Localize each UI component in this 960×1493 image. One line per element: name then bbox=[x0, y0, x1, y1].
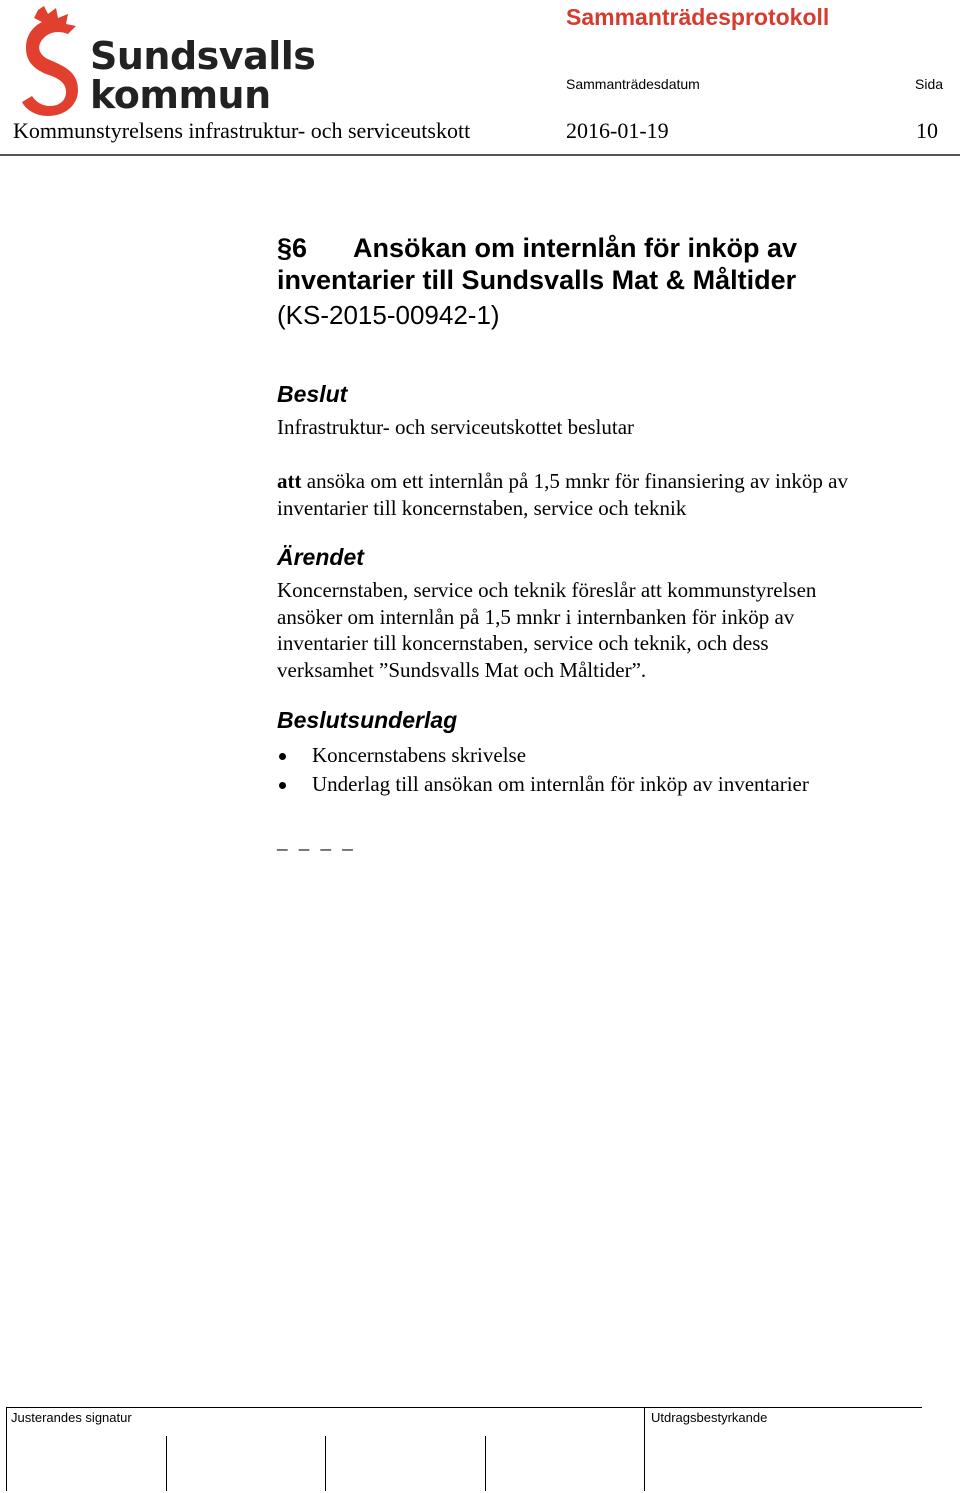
att-text-line-2: inventarier till koncernstaben, service och teknik bbox=[277, 495, 687, 520]
arendet-text bbox=[277, 577, 917, 683]
signature-divider-2 bbox=[325, 1436, 326, 1491]
beslutsunderlag-list bbox=[277, 741, 809, 799]
bullet-icon bbox=[279, 753, 286, 760]
signature-divider-1 bbox=[166, 1436, 167, 1491]
beslutsunderlag-heading: Beslutsunderlag bbox=[277, 707, 458, 733]
title-line-1: Ansökan om internlån för inköp av bbox=[353, 233, 798, 263]
extract-box-left-border bbox=[644, 1407, 645, 1491]
list-item bbox=[277, 741, 809, 770]
arendet-line-3: inventarier till koncernstaben, service och teknik, och dess bbox=[277, 631, 769, 655]
header-divider bbox=[0, 154, 960, 156]
committee-name: Kommunstyrelsens infrastruktur- och serviceutskott bbox=[13, 118, 471, 143]
logo-text-kommun: kommun bbox=[90, 73, 271, 117]
list-item-text: Koncernstabens skrivelse bbox=[312, 743, 527, 767]
meeting-date: 2016-01-19 bbox=[566, 118, 669, 143]
arendet-line-4: verksamhet ”Sundsvalls Mat och Måltider”. bbox=[277, 657, 647, 682]
arendet-line-1: Koncernstaben, service och teknik föreslår att kommunstyrelsen bbox=[277, 578, 817, 602]
beslut-intro: Infrastruktur- och serviceutskottet beslutar bbox=[277, 415, 635, 439]
dragon-emblem-icon bbox=[18, 4, 84, 119]
section-separator: _ _ _ _ bbox=[277, 829, 356, 853]
title-line-2: inventarier till Sundsvalls Mat & Måltider bbox=[277, 265, 797, 295]
beslut-heading: Beslut bbox=[277, 381, 348, 407]
beslut-att-clause bbox=[277, 468, 917, 521]
list-item bbox=[277, 770, 809, 799]
signature-divider-3 bbox=[485, 1436, 486, 1491]
footer-divider bbox=[6, 1407, 922, 1408]
att-keyword: att bbox=[277, 469, 302, 493]
bullet-icon bbox=[279, 782, 286, 789]
arendet-line-2: ansöker om internlån på 1,5 mnkr i internbanken för inköp av bbox=[277, 604, 795, 629]
list-item-text: Underlag till ansökan om internlån för inköp av inventarier bbox=[312, 772, 809, 796]
page-number: 10 bbox=[916, 118, 938, 143]
sundsvalls-kommun-logo bbox=[18, 4, 316, 119]
section-title bbox=[277, 232, 917, 296]
signature-box-left-border bbox=[6, 1407, 7, 1491]
document-type: Sammanträdesprotokoll bbox=[566, 4, 830, 30]
att-text-line-1: ansöka om ett internlån på 1,5 mnkr för finansiering av inköp av bbox=[301, 469, 848, 493]
extract-label: Utdragsbestyrkande bbox=[651, 1410, 768, 1425]
page-label: Sida bbox=[915, 76, 944, 92]
signature-label: Justerandes signatur bbox=[11, 1410, 132, 1425]
paragraph-number: §6 bbox=[277, 233, 308, 263]
date-label: Sammanträdesdatum bbox=[566, 76, 700, 92]
case-number: (KS-2015-00942-1) bbox=[277, 300, 500, 330]
logo-text-sundsvalls: Sundsvalls bbox=[90, 34, 316, 78]
arendet-heading: Ärendet bbox=[277, 544, 364, 570]
